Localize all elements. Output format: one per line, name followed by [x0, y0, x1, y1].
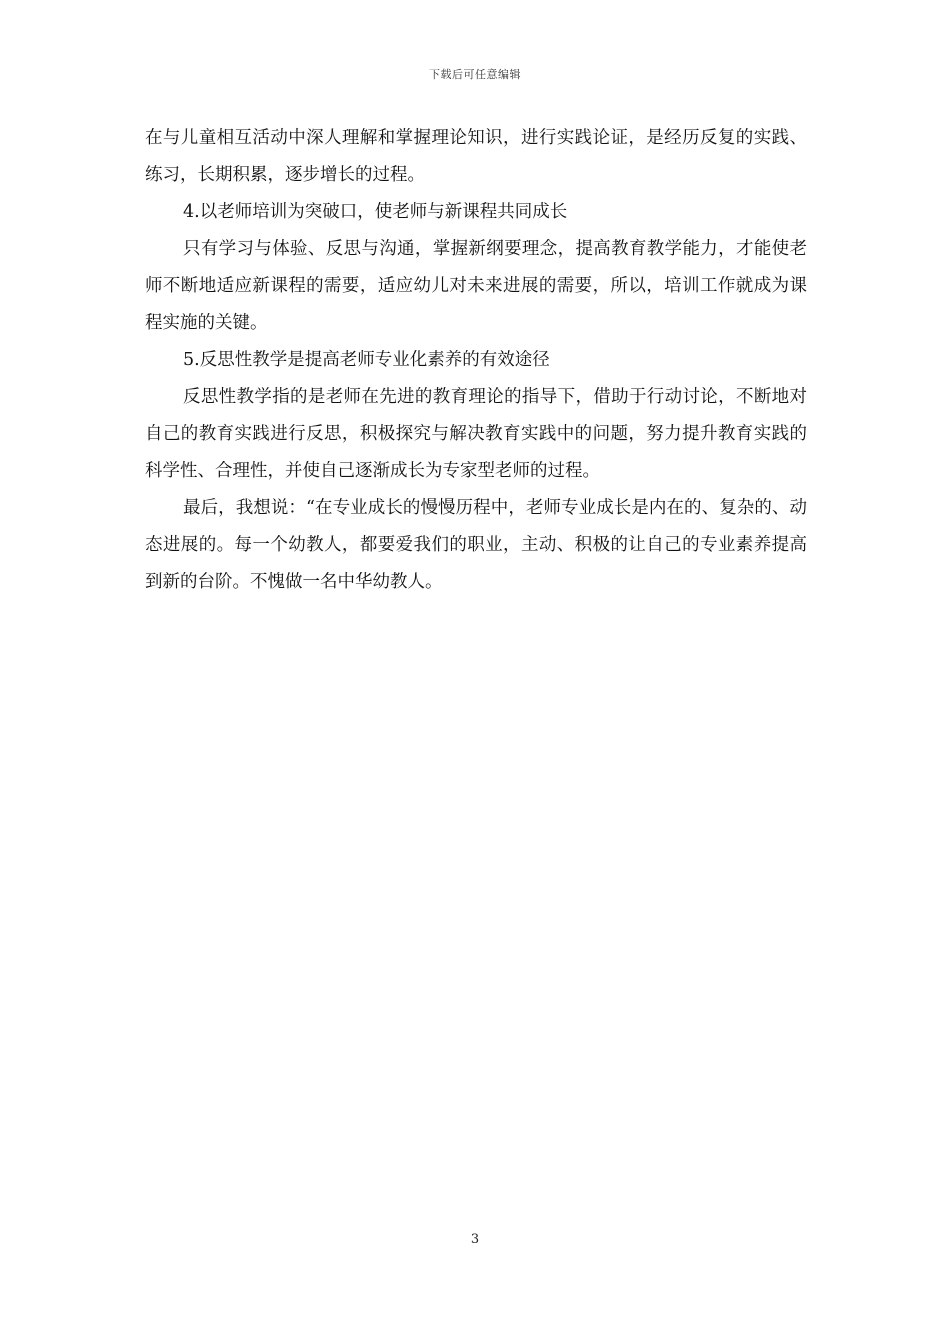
page-number: 3	[470, 1232, 480, 1247]
paragraph-training: 只有学习与体验、反思与沟通，掌握新纲要理念，提高教育教学能力，才能使老师不断地适应新课程的需要，适应幼儿对未来进展的需要，所以，培训工作就成为课程实施的关键。	[145, 239, 807, 333]
paragraph-reflective-teaching: 反思性教学指的是老师在先进的教育理论的指导下，借助于行动讨论，不断地对自己的教育实践进行反思，积极探究与解决教育实践中的问题，努力提升教育实践的科学性、合理性，并使自己逐渐成长为专家型老师的过程。	[145, 387, 807, 481]
paragraph-conclusion: 最后，我想说：“在专业成长的慢慢历程中，老师专业成长是内在的、复杂的、动态进展的。每一个幼教人，都要爱我们的职业，主动、积极的让自己的专业素养提高到新的台阶。不愧做一名中华幼教人。	[145, 498, 807, 592]
section-heading-4: 4.以老师培训为突破口，使老师与新课程共同成长	[183, 202, 568, 222]
page-header: 下载后可任意编辑	[429, 68, 521, 81]
paragraph-continuation: 在与儿童相互活动中深人理解和掌握理论知识，进行实践论证，是经历反复的实践、练习，长期积累，逐步增长的过程。	[145, 128, 807, 185]
section-heading-5: 5.反思性教学是提高老师专业化素养的有效途径	[183, 350, 550, 370]
document-body	[145, 120, 807, 601]
